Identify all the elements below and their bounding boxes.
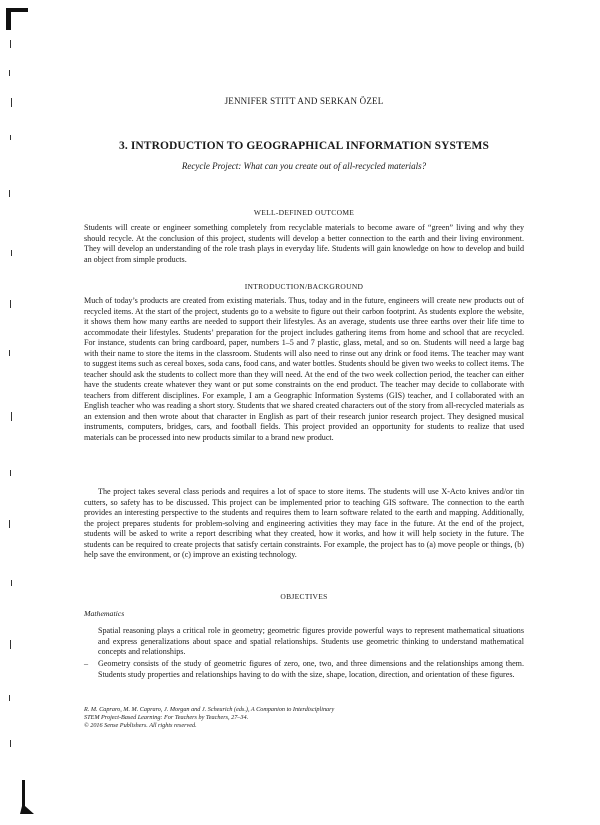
section-heading-outcome: WELL-DEFINED OUTCOME bbox=[253, 208, 355, 217]
subheading-mathematics: Mathematics bbox=[84, 609, 125, 618]
footer-citation bbox=[84, 706, 524, 730]
footer-line-2: STEM Project-Based Learning: For Teachers by Teachers, 27–34. bbox=[84, 714, 249, 721]
scan-corner-mark bbox=[6, 8, 28, 30]
objective-item-1: Spatial reasoning plays a critical role in geometry; geometric figures provide powerful ways to represent mathematical situations and express generalizations about space and spatial relationships. Students use geometric thinking to understand mathematical concepts and relationships. bbox=[98, 626, 524, 656]
paragraph-outcome: Students will create or engineer something completely from recyclable materials to become aware of “green” living and why they should recycle. At the conclusion of this project, students will develop a better connection to the earth and their living environment. They will develop an understanding of the role trash plays in everyday life. Students will gain knowledge on how to develop and build an object from simple products. bbox=[84, 223, 524, 264]
running-header-authors: JENNIFER STITT AND SERKAN ÖZEL bbox=[224, 96, 384, 106]
footer-line-3: © 2016 Sense Publishers. All rights reserved. bbox=[84, 722, 197, 729]
scan-margin-ticks bbox=[4, 40, 14, 800]
list-dash: – bbox=[84, 659, 89, 668]
objective-item-2-text: Geometry consists of the study of geometric figures of zero, one, two, and three dimensions and the relationships among them. Students study properties and relationships having to do with the size, shape, location, direction, and orientation of these figures. bbox=[98, 659, 524, 679]
section-heading-objectives: OBJECTIVES bbox=[280, 592, 328, 601]
paragraph-background-2: The project takes several class periods and requires a lot of space to store items. The students will use X-Acto knives and/or tin cutters, so safety has to be discussed. This project can be implemented prior to teaching GIS software. The connection to the earth provides an interesting perspective to the students and requires them to learn software related to the earth and mapping. Additionally, the project prepares students for problem-solving and engineering activities they may face in the future. At the end of the project, students will be asked to write a report describing what they created, how it works, and how it will help society in the future. The students can be required to create projects that satisfy certain constraints. For example, the project has to (a) move people or things, (b) help save the environment, or (c) improve an existing technology. bbox=[84, 487, 524, 559]
scan-binding-mark bbox=[20, 780, 34, 814]
footer-line-1: R. M. Capraro, M. M. Capraro, J. Morgan and J. Scheurich (eds.), A Companion to Interdisciplinary bbox=[84, 706, 335, 713]
section-heading-background: INTRODUCTION/BACKGROUND bbox=[244, 282, 364, 291]
paragraph-background-1: Much of today’s products are created from existing materials. Thus, today and in the future, engineers will create new products out of recycled items. At the start of the project, students go to a website to figure out their carbon footprint. As students explore the website, it shows them how many earths are needed to support their lifestyles. As an average, students use three earths over their life time to accommodate their lifestyles. Students’ preparation for the project includes gathering items from home and school that are recycled. For instance, students can bring cardboard, paper, numbers 1–5 and 7 plastic, glass, metal, and so on. Students will need a large bag with their name to store the items in the classroom. Students will also need to rinse out any drink or food items. The teacher may want to suggest items such as cereal boxes, soda cans, food cans, and water bottles. Students should be given two weeks to collect items. The teacher should ask the students to collect more than they will need. At the end of the two week collection period, the teacher can either have the students create whatever they want or put some constraints on the end product. The teacher may decide to collaborate with teachers from different disciplines. For example, I am a Geographic Information Systems (GIS) teacher, and I collaborated with an English teacher who was reading a short story. Students that we shared created characters out of the story from all-recycled materials as an extension and then wrote about that character in English as part of their research junior research project. They designed musical instruments, computers, bridges, cars, and football fields. This project provided an opportunity for students to realize that used materials can be processed into new products similar to a brand new product. bbox=[84, 296, 524, 442]
chapter-subtitle: Recycle Project: What can you create out of all-recycled materials? bbox=[181, 161, 427, 171]
chapter-title: 3. INTRODUCTION TO GEOGRAPHICAL INFORMATION SYSTEMS bbox=[119, 140, 489, 152]
objective-item-2 bbox=[84, 659, 524, 680]
